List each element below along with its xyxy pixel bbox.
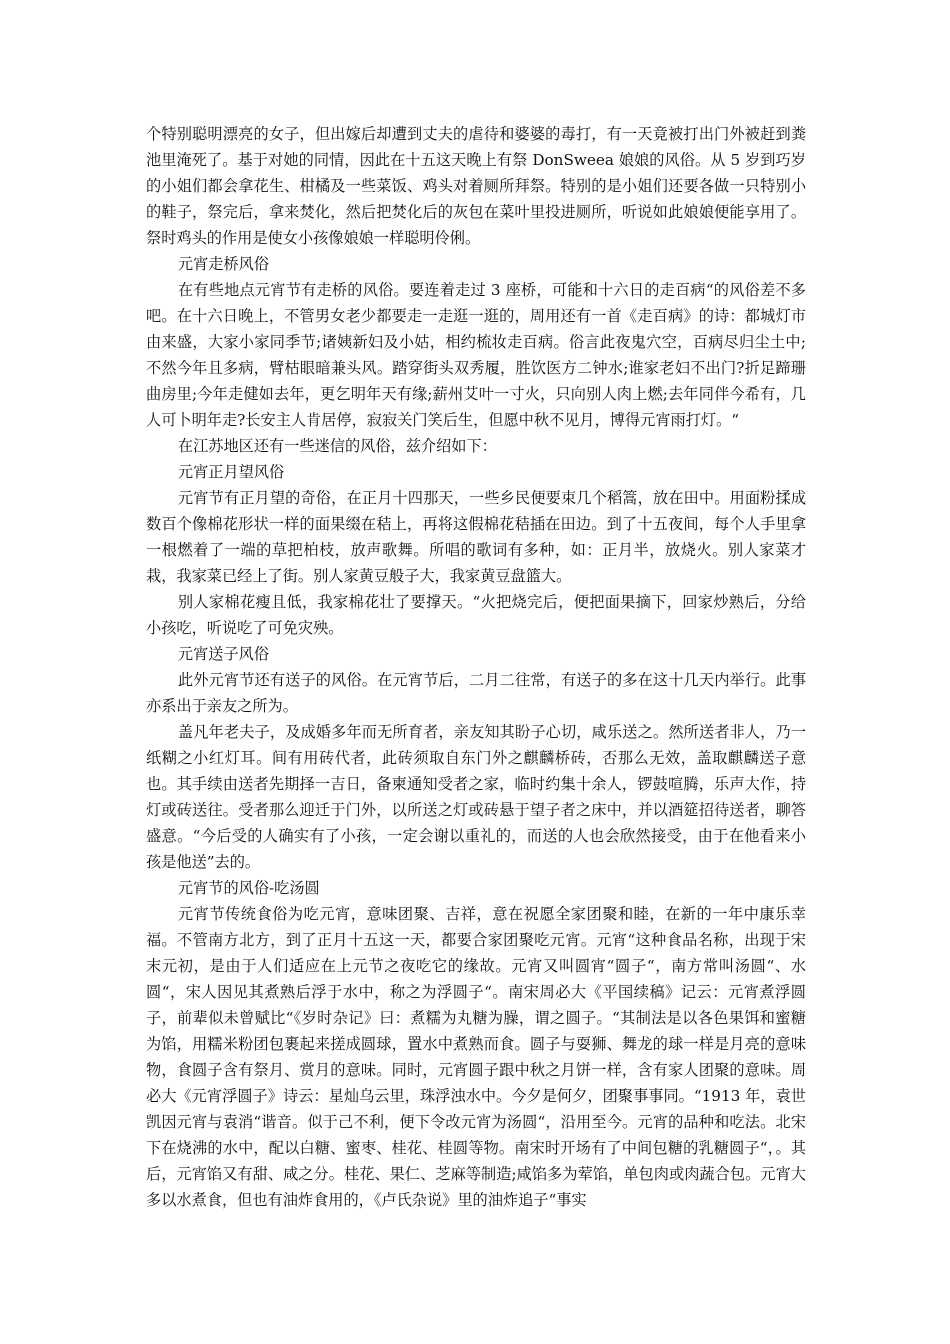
paragraph-tangyuan: 元宵节传统食俗为吃元宵，意味团聚、吉祥，意在祝愿全家团聚和睦，在新的一年中康乐幸福。不管南方北方，到了正月十五这一天，都要合家团聚吃元宵。元宵“这种食品名称，出现于宋末元初，是由于人们适应在上元节之夜吃它的缘故。元宵又叫圆宵“圆子“，南方常叫汤圆“、水圆“，宋人因见其煮熟后浮于水中，称之为浮圆子“。南宋周必大《平国续稿》记云：元宵煮浮圆子，前辈似未曾赋比“《岁时杂记》曰：煮糯为丸糖为臊，谓之圆子。“其制法是以各色果饵和蜜糖为馅，用糯米粉团包裹起来搓成圆球，置水中煮熟而食。圆子与耍狮、舞龙的球一样是月亮的意味物，食圆子含有祭月、赏月的意味。同时，元宵圆子跟中秋之月饼一样，含有家人团聚的意味。周必大《元宵浮圆子》诗云：星灿乌云里，珠浮浊水中。今夕是何夕，团聚事事同。“1913 年，袁世凯因元宵与袁消“谐音。似于己不利，便下令改元宵为汤圆“，沿用至今。元宵的品种和吃法。北宋下在烧沸的水中，配以白糖、蜜枣、桂花、桂圆等物。南宋时开场有了中间包糖的乳糖圆子“，。其后，元宵馅又有甜、咸之分。桂花、果仁、芝麻等制造;咸馅多为荤馅，单包肉或肉蔬合包。元宵大多以水煮食，但也有油炸食用的，《卢氏杂说》里的油炸追子“事实 bbox=[146, 905, 806, 1209]
section-heading-bridge-walking: 元宵走桥风俗 bbox=[177, 255, 270, 273]
paragraph-jiangsu-intro: 在江苏地区还有一些迷信的风俗，兹介绍如下： bbox=[177, 437, 497, 455]
paragraph-cotton-song: 别人家棉花瘦且低，我家棉花壮了要撑天。“火把烧完后，便把面果摘下，回家炒熟后，分给小孩吃，听说吃了可免灾殃。 bbox=[146, 593, 806, 637]
document-body bbox=[146, 121, 806, 1213]
paragraph-sending-sons-detail: 盖凡年老夫子，及成婚多年而无所育者，亲友知其盼子心切，咸乐送之。然所送者非人，乃一纸糊之小红灯耳。间有用砖代者，此砖须取自东门外之麒麟桥砖，否那么无效，盖取麒麟送子意也。其手续由送者先期择一吉日，备柬通知受者之家，临时约集十余人，锣鼓喧腾，乐声大作，持灯或砖送往。受者那么迎迁于门外，以所送之灯或砖悬于望子者之床中，并以酒筵招待送者，聊答盛意。“今后受的人确实有了小孩，一定会谢以重礼的，而送的人也会欣然接受，由于在他看来小孩是他送”去的。 bbox=[146, 723, 806, 871]
paragraph-bridge-walking: 在有些地点元宵节有走桥的风俗。要连着走过 3 座桥，可能和十六日的走百病“的风俗差不多吧。在十六日晚上，不管男女老少都要走一走逛一逛的，周用还有一首《走百病》的诗：都城灯市由来盛，大家小家同季节;诸姨新妇及小姑，相约梳妆走百病。俗言此夜鬼穴空，百病尽归尘土中;不然今年且多病，臂枯眼暗兼头风。踏穿街头双秀履，胜饮医方二钟水;谁家老妇不出门?折足蹄珊曲房里;今年走健如去年，更乞明年天有缘;薪州艾叶一寸火，只向别人肉上燃;去年同伴今希有，几人可卜明年走?长安主人肯居停，寂寂关门笑后生，但愿中秋不见月，博得元宵雨打灯。“ bbox=[146, 281, 806, 429]
paragraph-sending-sons-intro: 此外元宵节还有送子的风俗。在元宵节后，二月二往常，有送子的多在这十几天内举行。此事亦系出于亲友之所为。 bbox=[146, 671, 806, 715]
section-heading-tangyuan: 元宵节的风俗-吃汤圆 bbox=[177, 879, 320, 897]
section-heading-zhengyue-wang: 元宵正月望风俗 bbox=[177, 463, 285, 481]
section-heading-sending-sons: 元宵送子风俗 bbox=[177, 645, 270, 663]
paragraph-zhengyue-wang: 元宵节有正月望的奇俗，在正月十四那天，一些乡民便要束几个稻篙，放在田中。用面粉揉成数百个像棉花形状一样的面果缀在秸上，再将这假棉花秸插在田边。到了十五夜间，每个人手里拿一根燃着了一端的草把柏枝，放声歌舞。所唱的歌词有多种，如：正月半，放烧火。别人家菜才栽，我家菜已经上了街。别人家黄豆般子大，我家黄豆盘篮大。 bbox=[146, 489, 806, 585]
paragraph-donsweea-custom: 个特别聪明漂亮的女子，但出嫁后却遭到丈夫的虐待和婆婆的毒打，有一天竟被打出门外被赶到粪池里淹死了。基于对她的同情，因此在十五这天晚上有祭 DonSweea 娘娘的风俗。从 5 岁到巧岁的小姐们都会拿花生、柑橘及一些菜饭、鸡头对着厕所拜祭。特别的是小姐们还要各做一只特别小的鞋子，祭完后，拿来焚化，然后把焚化后的灰包在菜叶里投进厕所，听说如此娘娘便能享用了。祭时鸡头的作用是使女小孩像娘娘一样聪明伶俐。 bbox=[146, 125, 806, 247]
